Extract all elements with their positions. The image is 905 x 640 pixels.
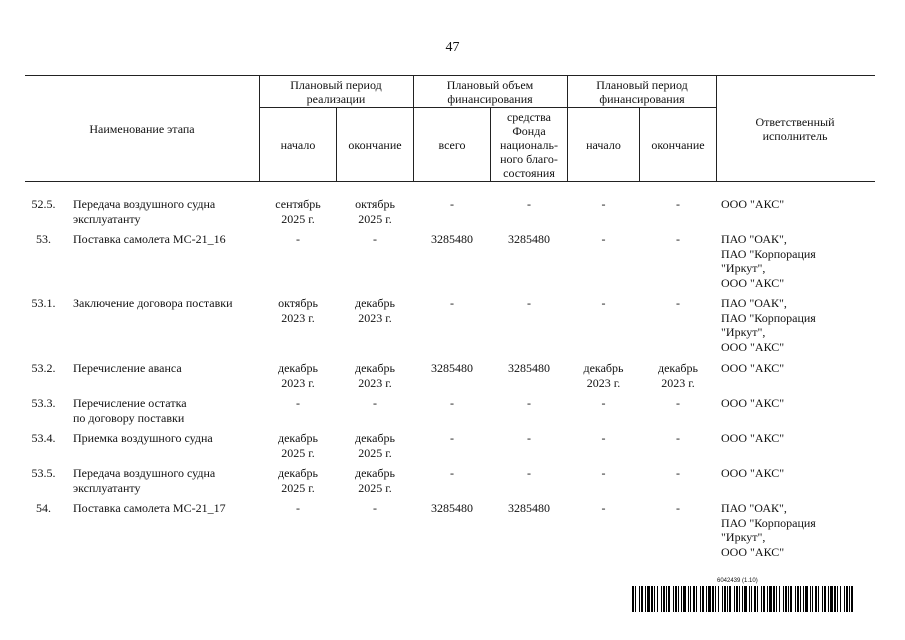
cell-fstart [568,232,639,247]
barcode-bar [751,586,752,612]
barcode-bar [805,586,808,612]
header-divider [716,75,717,181]
cell-fend [640,296,716,311]
cell-end [337,396,413,411]
barcode-bar [779,586,780,612]
cell-fund: - [527,431,531,445]
cell-start [260,501,336,516]
cell-num: 53. [36,232,51,246]
barcode-bar [763,586,765,612]
barcode-image [632,586,856,612]
cell-line: ООО "АКС" [721,466,785,480]
barcode-bar [706,586,707,612]
cell-resp [721,431,871,446]
cell-line: ООО "АКС" [721,197,785,211]
cell-line: Заключение договора поставки [73,296,233,310]
cell-line: 2025 г. [281,211,315,226]
cell-resp [721,197,871,212]
header-fund: средства Фонда националь-ного благо-состояния [500,109,558,180]
barcode-bar [722,586,723,612]
cell-line: ООО "АКС" [721,396,785,410]
cell-fend [640,501,716,516]
header-start: начало [280,137,316,152]
cell-total: 3285480 [431,361,473,375]
cell-num: 53.2. [31,361,56,375]
cell-name [73,466,258,495]
cell-line: ПАО "Корпорация [721,515,816,530]
cell-line: ПАО "Корпорация [721,246,816,261]
cell-line: Поставка самолета МС-21_16 [73,232,226,246]
barcode-bar [683,586,686,612]
cell-line: 2023 г. [281,310,315,325]
cell-line: - [676,431,680,445]
cell-line: ООО "АКС" [721,361,785,375]
cell-line: декабрь [355,361,395,375]
barcode-label: 6042439 (1.10) [717,578,758,584]
page-number: 47 [445,40,460,55]
cell-start [260,197,336,226]
cell-line: - [373,232,377,246]
barcode-bar [668,586,670,612]
cell-fend [640,431,716,446]
cell-line: декабрь [355,296,395,310]
header-funding-period: Плановый период финансирования [596,78,688,106]
cell-fund: 3285480 [508,501,550,515]
cell-end [337,431,413,460]
cell-total: 3285480 [431,501,473,515]
cell-resp [721,361,871,376]
cell-line: 2025 г. [358,445,392,460]
cell-start [260,232,336,247]
cell-line: - [296,232,300,246]
cell-line: - [601,466,606,480]
barcode-bar [844,586,845,612]
cell-line: 2025 г. [358,211,392,226]
barcode-bar [702,586,704,612]
cell-end [337,232,413,247]
cell-line: 2023 г. [358,375,392,390]
cell-line: эксплуатанту [73,480,141,495]
cell-line: - [296,501,300,515]
cell-start [260,431,336,460]
cell-fstart [568,197,639,212]
cell-end [337,501,413,516]
cell-line: октябрь [355,197,395,211]
barcode-bar [736,586,738,612]
barcode-bar [663,586,665,612]
barcode-bar [708,586,711,612]
cell-name [73,431,258,446]
cell-name [73,296,258,311]
cell-line: ПАО "ОАК", [721,232,787,246]
barcode-bar [803,586,804,612]
barcode-bar [828,586,829,612]
cell-num: 52.5. [31,197,56,211]
cell-line: 2023 г. [586,375,621,390]
barcode-bar [688,586,689,612]
cell-line: "Иркут", [721,261,766,276]
cell-end [337,296,413,325]
cell-fstart [568,466,639,481]
cell-line: 2023 г. [281,375,315,390]
cell-fstart [568,296,639,311]
cell-line: - [676,396,680,410]
cell-fund: 3285480 [508,361,550,375]
cell-num: 53.3. [31,396,56,410]
barcode-bar [690,586,691,612]
barcode-bar [645,586,646,612]
barcode-bar [657,586,658,612]
cell-line: - [676,296,680,310]
barcode-bar [815,586,817,612]
barcode-bar [696,586,697,612]
barcode-bar [651,586,653,612]
cell-line: Перечисление остатка [73,396,187,410]
cell-fstart [568,396,639,411]
barcode-bar [681,586,682,612]
cell-name [73,197,258,226]
barcode-bar [739,586,740,612]
cell-line: декабрь [278,361,318,375]
cell-line: ООО "АКС" [721,431,785,445]
cell-total: - [450,466,454,480]
cell-start [260,466,336,495]
barcode-bar [767,586,768,612]
barcode-bar [635,586,636,612]
cell-line: декабрь [278,466,318,480]
header-stage-name: Наименование этапа [89,121,195,136]
barcode-bar [788,586,789,612]
cell-line: 2025 г. [358,480,392,495]
barcode-bar [800,586,801,612]
cell-fend [640,466,716,481]
cell-line: ПАО "ОАК", [721,501,787,515]
header-impl-period: Плановый период реализации [290,78,382,106]
cell-line: "Иркут", [721,325,766,340]
barcode-bar [783,586,784,612]
barcode-bar [673,586,674,612]
cell-num: 53.4. [31,431,56,445]
cell-name [73,232,258,247]
barcode-bar [718,586,719,612]
cell-fund: 3285480 [508,232,550,246]
cell-num: 54. [36,501,51,515]
barcode-bar [654,586,655,612]
barcode-bar [647,586,650,612]
cell-start [260,361,336,390]
cell-fund: - [527,296,531,310]
barcode-bar [790,586,792,612]
barcode-bar [812,586,813,612]
cell-line: 2023 г. [358,310,392,325]
barcode-bar [749,586,750,612]
barcode-bar [822,586,823,612]
cell-fstart [568,501,639,516]
barcode-bar [693,586,695,612]
cell-resp [721,296,871,354]
barcode-bar [742,586,743,612]
cell-line: 2025 г. [281,480,315,495]
barcode-bar [632,586,634,612]
cell-total: - [450,431,454,445]
header-funding-end: окончание [651,137,705,152]
barcode-bar [641,586,643,612]
cell-line: "Иркут", [721,530,766,545]
cell-start [260,296,336,325]
cell-fend [640,361,716,390]
cell-fend [640,396,716,411]
cell-line: - [601,197,606,211]
cell-fund: - [527,197,531,211]
cell-line: Перечисление аванса [73,361,182,375]
cell-line: ПАО "Корпорация [721,310,816,325]
cell-line: - [601,232,606,246]
cell-line: 2023 г. [661,375,695,390]
barcode-bar [830,586,833,612]
cell-end [337,361,413,390]
cell-line: - [373,396,377,410]
header-end: окончание [348,137,402,152]
barcode-bar [757,586,758,612]
barcode-bar [849,586,850,612]
cell-num: 53.5. [31,466,56,480]
cell-end [337,466,413,495]
barcode-bar [824,586,826,612]
cell-fend [640,232,716,247]
barcode-bar [761,586,762,612]
cell-line: декабрь [583,361,624,375]
cell-fund: - [527,466,531,480]
cell-line: - [676,197,680,211]
cell-line: декабрь [355,466,395,480]
cell-name [73,361,258,376]
cell-fend [640,197,716,212]
barcode-bar [846,586,848,612]
cell-line: Передача воздушного судна [73,466,216,480]
barcode-bar [795,586,796,612]
cell-resp [721,232,871,290]
cell-fstart [568,431,639,446]
cell-line: - [373,501,377,515]
barcode-bar [851,586,853,612]
cell-line: - [601,431,606,445]
cell-fund: - [527,396,531,410]
cell-line: - [601,296,606,310]
barcode-bar [734,586,735,612]
cell-total: - [450,396,454,410]
table-header-bottom-rule [25,181,875,182]
cell-line: ПАО "ОАК", [721,296,787,310]
cell-line: - [601,396,606,410]
cell-total: - [450,197,454,211]
barcode-bar [769,586,772,612]
cell-name [73,396,258,425]
barcode-bar [639,586,640,612]
barcode-bar [744,586,747,612]
barcode-bar [840,586,841,612]
cell-line: - [601,501,606,515]
header-funding-volume: Плановый объем финансирования [446,78,534,106]
cell-total: - [450,296,454,310]
cell-fstart [568,361,639,390]
barcode-bar [837,586,838,612]
barcode-bar [729,586,731,612]
cell-line: сентябрь [275,197,321,211]
barcode-bar [810,586,811,612]
cell-num: 53.1. [31,296,56,310]
cell-line: эксплуатанту [73,211,141,226]
cell-line: - [676,232,680,246]
cell-total: 3285480 [431,232,473,246]
barcode-bar [797,586,799,612]
barcode-bar [712,586,714,612]
barcode-bar [666,586,667,612]
barcode-bar [818,586,819,612]
header-responsible: Ответственный исполнитель [755,114,835,143]
cell-line: ООО "АКС" [721,339,785,354]
cell-line: декабрь [278,431,318,445]
cell-line: - [676,466,680,480]
barcode-bar [661,586,662,612]
cell-start [260,396,336,411]
barcode-bar [715,586,716,612]
cell-line: ООО "АКС" [721,544,785,559]
barcode-bar [724,586,726,612]
cell-line: ООО "АКС" [721,275,785,290]
cell-resp [721,501,871,559]
cell-line: Приемка воздушного судна [73,431,213,445]
cell-line: по договору поставки [73,410,185,425]
cell-line: - [676,501,680,515]
barcode-bar [773,586,775,612]
barcode-bar [700,586,701,612]
header-total: всего [438,137,466,152]
barcode-bar [776,586,777,612]
cell-line: Поставка самолета МС-21_17 [73,501,226,515]
barcode-bar [727,586,728,612]
cell-resp [721,396,871,411]
cell-end [337,197,413,226]
barcode-bar [834,586,836,612]
cell-line: 2025 г. [281,445,315,460]
cell-line: октябрь [278,296,318,310]
barcode-bar [754,586,756,612]
cell-line: - [296,396,300,410]
barcode-bar [678,586,679,612]
cell-name [73,501,258,516]
barcode-bar [785,586,787,612]
cell-resp [721,466,871,481]
cell-line: Передача воздушного судна [73,197,216,211]
barcode-bar [675,586,677,612]
cell-line: декабрь [355,431,395,445]
cell-line: декабрь [658,361,698,375]
header-funding-start: начало [586,137,621,152]
